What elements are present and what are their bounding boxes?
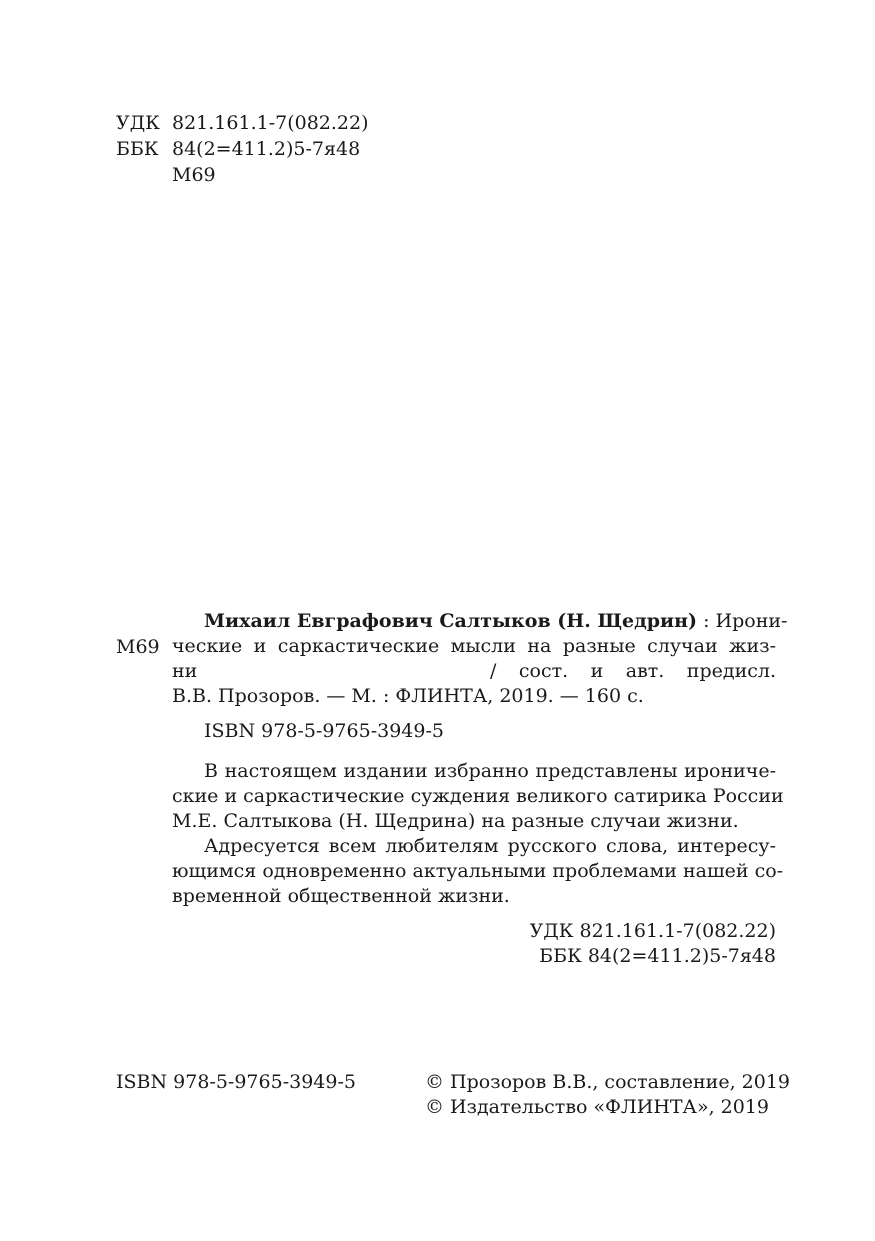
card-bbk: ББК 84(2=411.2)5-7я48 — [539, 945, 776, 967]
title-line-2: ческие и саркастические мысли на разные случаи жиз- — [172, 635, 776, 657]
title-author: Михаил Евграфович Салтыков (Н. Щедрин) — [204, 610, 698, 632]
annotation — [172, 759, 784, 909]
bbk-value: 84(2=411.2)5-7я48 — [172, 138, 361, 160]
title-line-3-b: / сост. и авт. предисл. — [490, 660, 776, 682]
annotation-line-3: М.Е. Салтыкова (Н. Щедрина) на разные случаи жизни. — [172, 810, 739, 832]
card-isbn-block — [172, 719, 776, 744]
card-udk: УДК 821.161.1-7(082.22) — [529, 920, 776, 942]
footer-isbn: ISBN 978-5-9765-3949-5 — [116, 1071, 356, 1093]
annotation-line-6: временной общественной жизни. — [172, 885, 510, 907]
bbk-label: ББК — [116, 138, 159, 160]
bibliographic-description — [172, 609, 788, 709]
card-isbn: ISBN 978-5-9765-3949-5 — [204, 720, 444, 742]
annotation-line-1: В настоящем издании избранно представлены ирониче- — [204, 760, 776, 782]
annotation-line-4: Адресуется всем любителям русского слова, интересу- — [204, 835, 776, 857]
title-line-1-rest: : Ирони- — [697, 610, 788, 632]
title-line-1 — [172, 609, 788, 634]
udk-value: 821.161.1-7(082.22) — [172, 112, 369, 134]
title-line-4: В.В. Прозоров. — М. : ФЛИНТА, 2019. — 160 с. — [172, 685, 644, 707]
copyright-publisher: © Издательство «ФЛИНТА», 2019 — [425, 1096, 770, 1118]
udk-label: УДК — [116, 112, 160, 134]
title-line-3-a: ни — [172, 660, 198, 682]
copyright-compiler: © Прозоров В.В., составление, 2019 — [425, 1071, 791, 1093]
card-author-mark: М69 — [116, 636, 160, 658]
annotation-line-5: ющимся одновременно актуальными проблемами нашей со- — [172, 860, 784, 882]
annotation-line-2: ские и саркастические суждения великого сатирика России — [172, 785, 784, 807]
title-line-3 — [172, 659, 776, 684]
author-mark: М69 — [172, 164, 216, 186]
